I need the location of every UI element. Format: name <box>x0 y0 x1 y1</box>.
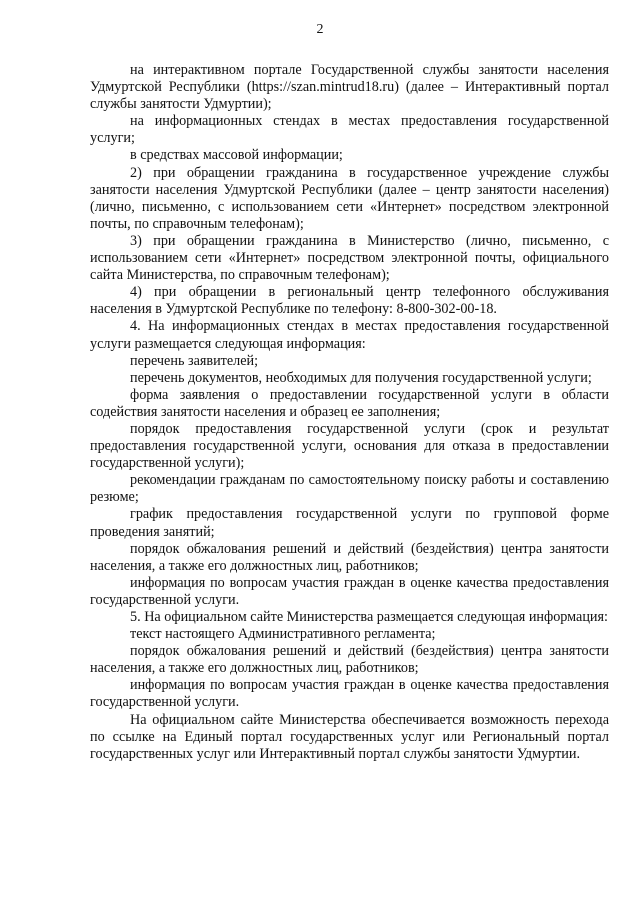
paragraph-mass-media: в средствах массовой информации; <box>130 147 343 164</box>
paragraph-quality-assessment: информация по вопросам участия граждан в оценке качества предоставления государственной услуги. <box>90 574 609 608</box>
paragraph-job-search-recommendations: рекомендации гражданам по самостоятельному поиску работы и составлению резюме; <box>90 472 609 506</box>
paragraph-section-5: 5. На официальном сайте Министерства размещается следующая информация: <box>130 609 608 625</box>
paragraph-application-form: форма заявления о предоставлении государственной услуги в области содействия занятости населения и образец ее заполнения; <box>90 386 609 420</box>
paragraph-item-2: 2) при обращении гражданина в государственное учреждение службы занятости населения Удмуртской Республики (далее – центр занятости населения) (лично, письменно, с использованием сети «Интернет» посредством электронной почты, по справочным телефонам); <box>90 164 609 232</box>
paragraph-item-4: 4) при обращении в региональный центр телефонного обслуживания населения в Удмуртской Республике по телефону: 8-800-302-00-18. <box>90 284 609 318</box>
paragraph-appeal-procedure-site: порядок обжалования решений и действий (бездействия) центра занятости населения, а также его должностных лиц, работников; <box>90 643 609 677</box>
paragraph-quality-assessment-site: информация по вопросам участия граждан в оценке качества предоставления государственной услуги. <box>90 677 609 711</box>
paragraph-regulation-text: текст настоящего Административного регламента; <box>130 626 436 643</box>
paragraph-section-4: 4. На информационных стендах в местах предоставления государственной услуги размещается следующая информация: <box>90 318 609 352</box>
document-body <box>90 62 609 763</box>
page-number: 2 <box>316 22 324 37</box>
paragraph-info-stands: на информационных стендах в местах предоставления государственной услуги; <box>90 113 609 147</box>
paragraph-group-schedule: график предоставления государственной услуги по групповой форме проведения занятий; <box>90 506 609 540</box>
paragraph-service-procedure: порядок предоставления государственной услуги (срок и результат предоставления государственной услуги, основания для отказа в предоставлении государственной услуги); <box>90 420 609 472</box>
paragraph-documents-list: перечень документов, необходимых для получения государственной услуги; <box>130 369 592 386</box>
paragraph-portal-links: На официальном сайте Министерства обеспечивается возможность перехода по ссылке на Единый портал государственных услуг или Региональный портал государственных услуг или Интерактивный портал службы занятости Удмуртии. <box>90 711 609 762</box>
paragraph-interactive-portal: на интерактивном портале Государственной службы занятости населения Удмуртской Республики (https://szan.mintrud18.ru) (далее – Интерактивный портал службы занятости Удмуртии); <box>90 62 609 113</box>
paragraph-item-3: 3) при обращении гражданина в Министерство (лично, письменно, с использованием сети «Интернет» посредством электронной почты, официального сайта Министерства, по справочным телефонам); <box>90 232 609 284</box>
paragraph-appeal-procedure: порядок обжалования решений и действий (бездействия) центра занятости населения, а также его должностных лиц, работников; <box>90 540 609 574</box>
paragraph-applicants-list: перечень заявителей; <box>130 352 259 369</box>
